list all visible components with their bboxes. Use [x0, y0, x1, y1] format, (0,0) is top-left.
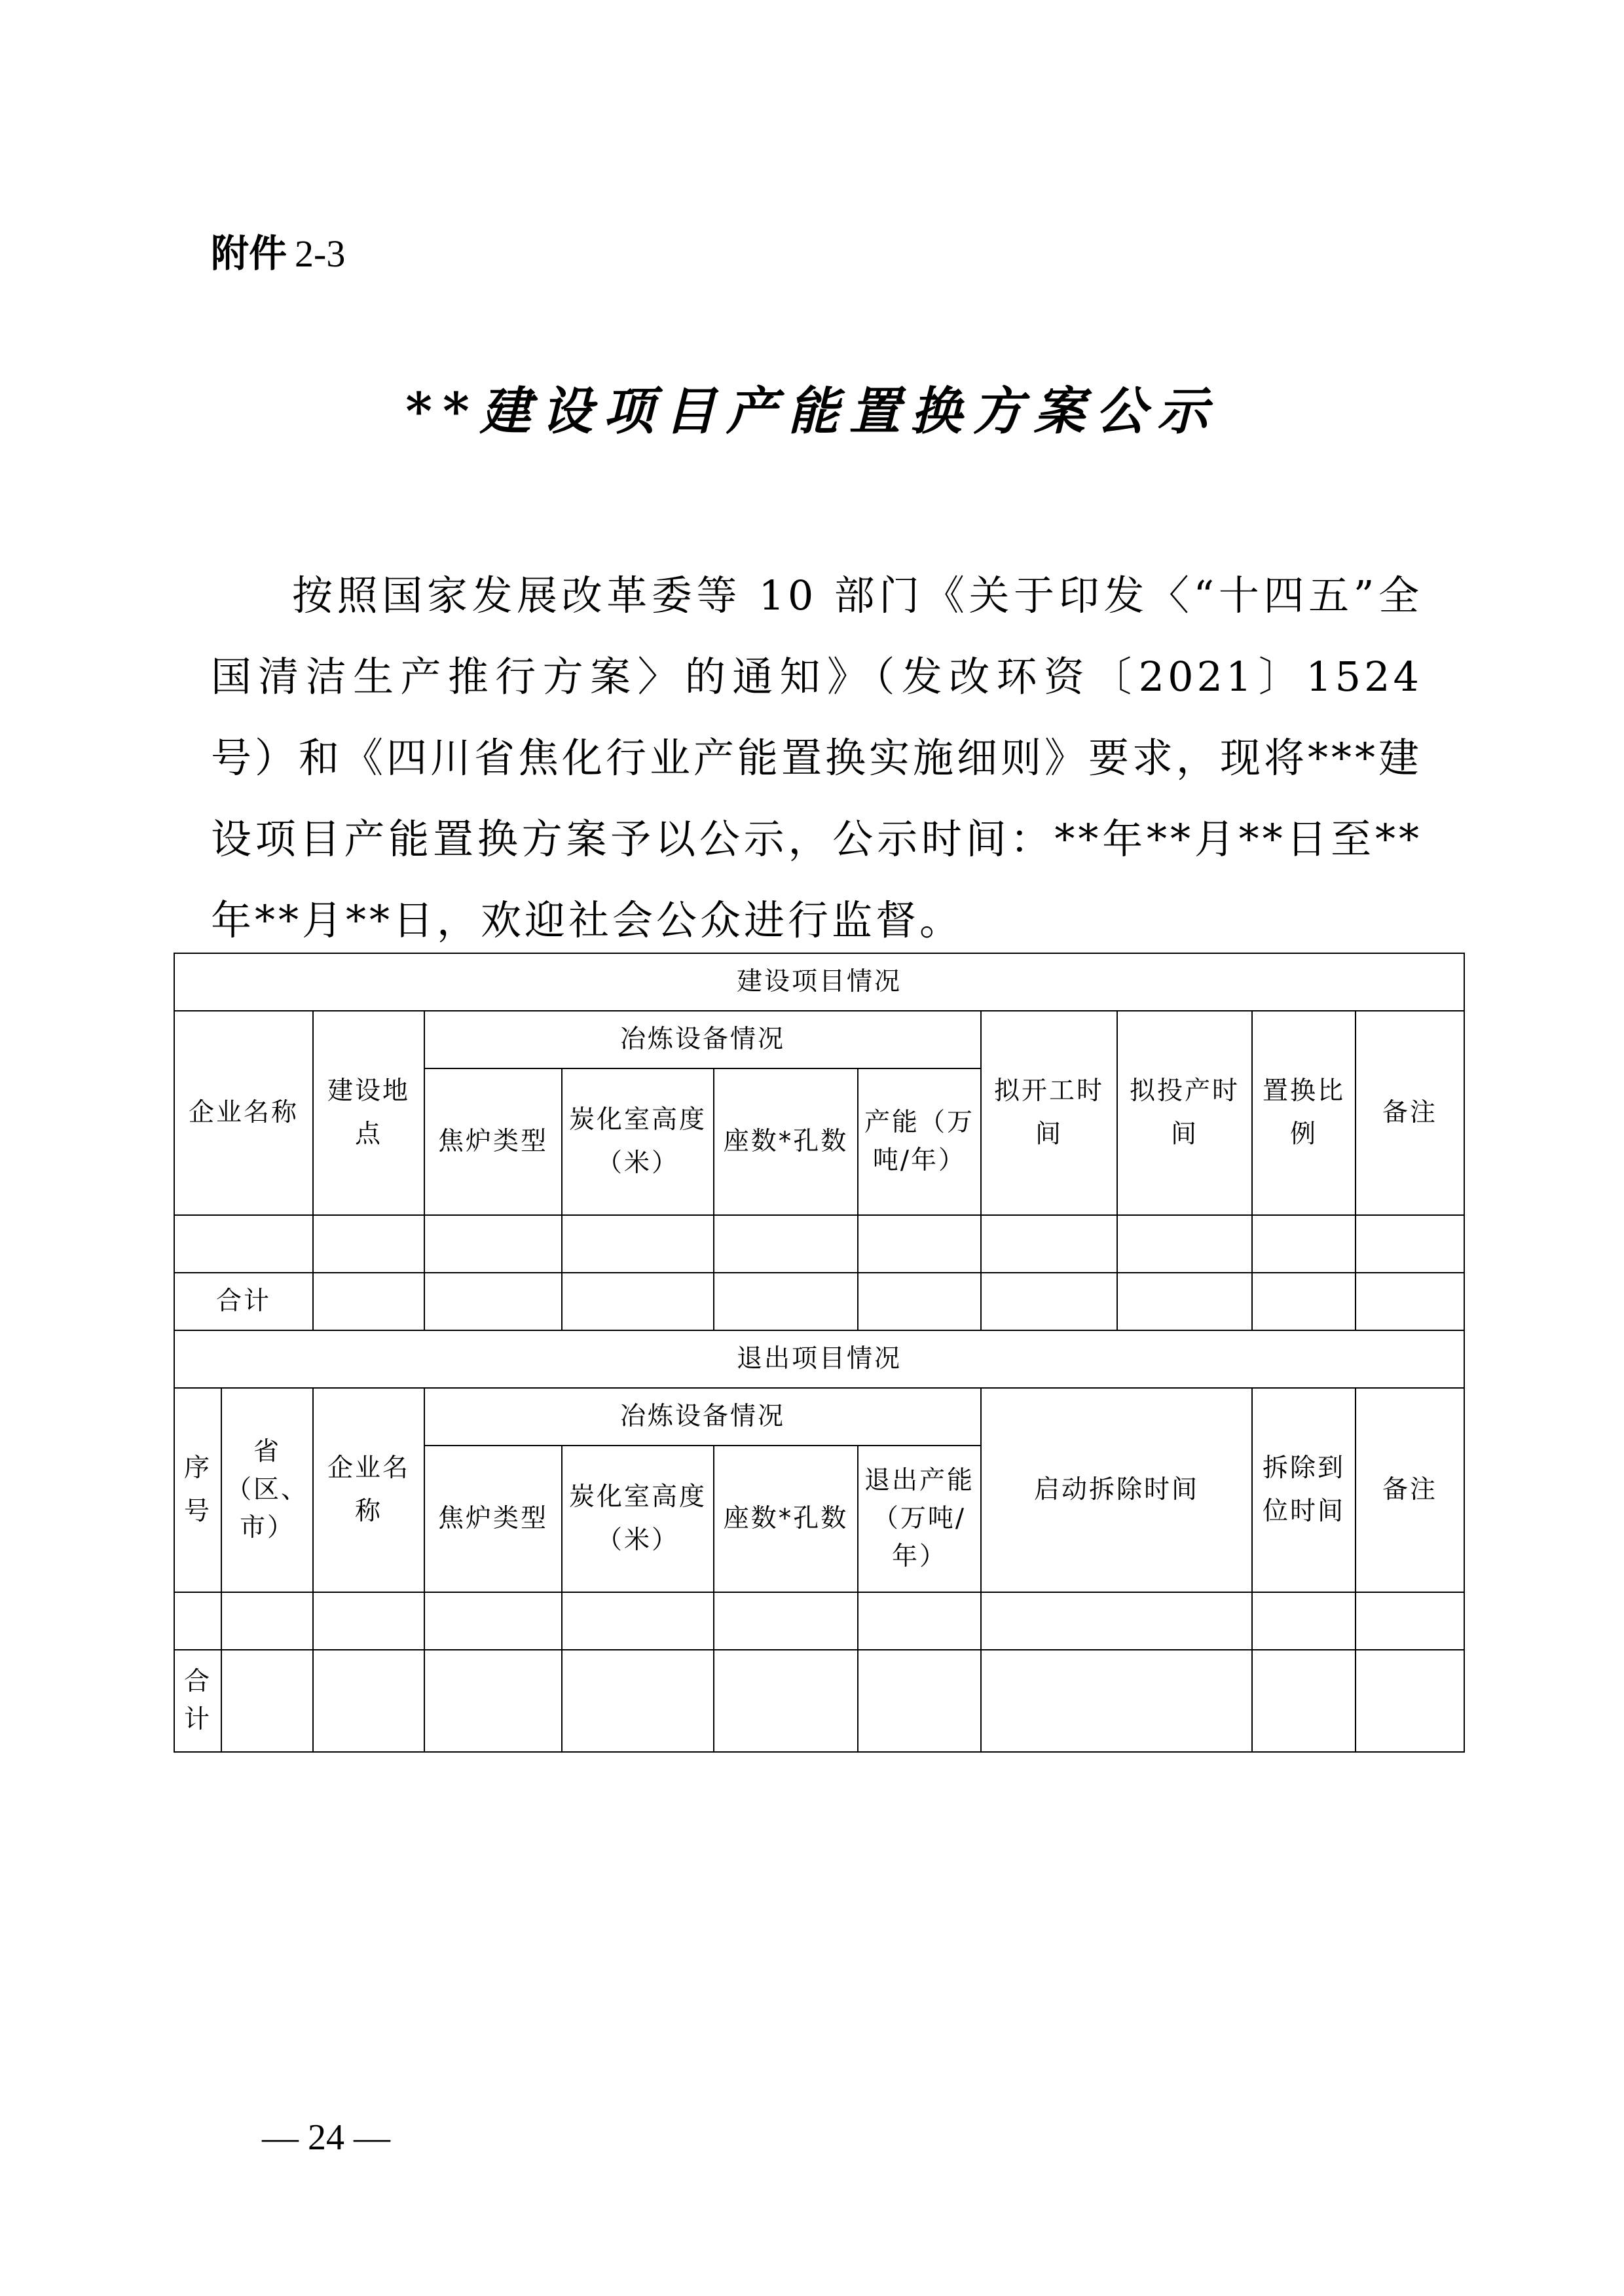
attachment-label-text: 附件: [211, 231, 287, 276]
col-planned-start: 拟开工时间: [981, 1011, 1117, 1215]
attachment-label: [211, 231, 346, 276]
col-chamber-height: 炭化室高度（米）: [562, 1068, 714, 1215]
col-exit-count-holes: 座数*孔数: [714, 1446, 858, 1592]
page-number: — 24 —: [262, 2117, 390, 2158]
exit-section-title: 退出项目情况: [174, 1330, 1464, 1388]
exit-group-equipment: 冶炼设备情况: [424, 1388, 981, 1446]
table-row: [174, 1215, 1464, 1273]
col-exit-furnace-type: 焦炉类型: [424, 1446, 562, 1592]
col-exit-chamber-height: 炭化室高度（米）: [562, 1446, 714, 1592]
col-company-name: 企业名称: [174, 1011, 313, 1215]
col-remarks: 备注: [1356, 1011, 1464, 1215]
col-replacement-ratio: 置换比例: [1252, 1011, 1356, 1215]
total-row: [174, 1650, 1464, 1752]
col-build-location: 建设地点: [313, 1011, 424, 1215]
document-title: **建设项目产能置换方案公示: [405, 382, 1219, 441]
exit-total-label: 合计: [174, 1650, 221, 1752]
capacity-replacement-table: [174, 953, 1465, 1753]
col-exit-capacity: 退出产能（万吨/年）: [858, 1446, 981, 1592]
construction-section-title: 建设项目情况: [174, 953, 1464, 1011]
body-paragraph: 按照国家发展改革委等 10 部门《关于印发〈“十四五”全国清洁生产推行方案〉的通知》（发改环资〔2021〕1524 号）和《四川省焦化行业产能置换实施细则》要求，现将***建设项目产能置换方案予以公示，公示时间：**年**月**日至**年**月**日，欢迎社会公众进行监督。: [211, 572, 1423, 944]
col-planned-production: 拟投产时间: [1117, 1011, 1252, 1215]
construction-total-label: 合计: [174, 1273, 313, 1330]
col-seq: 序号: [174, 1388, 221, 1592]
table-row: [174, 1592, 1464, 1650]
col-dismantle-start: 启动拆除时间: [981, 1388, 1252, 1592]
col-count-holes: 座数*孔数: [714, 1068, 858, 1215]
col-furnace-type: 焦炉类型: [424, 1068, 562, 1215]
col-exit-remarks: 备注: [1356, 1388, 1464, 1592]
col-exit-company: 企业名称: [313, 1388, 424, 1592]
attachment-number: 2-3: [295, 232, 346, 275]
col-province: 省（区、市）: [221, 1388, 313, 1592]
total-row: [174, 1273, 1464, 1330]
col-dismantle-done: 拆除到位时间: [1252, 1388, 1356, 1592]
group-equipment: 冶炼设备情况: [424, 1011, 981, 1068]
col-capacity: 产能（万吨/年）: [858, 1068, 981, 1215]
